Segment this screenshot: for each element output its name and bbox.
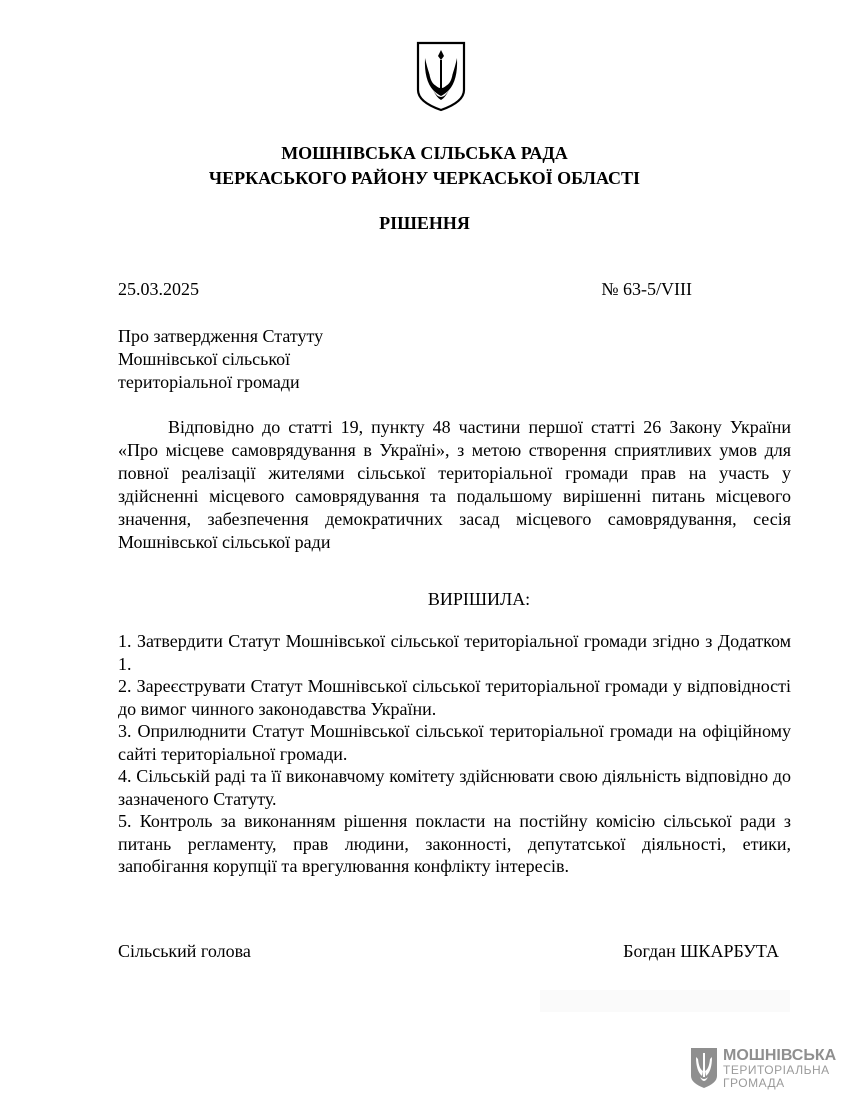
decision-date: 25.03.2025 (118, 279, 199, 299)
community-watermark (690, 1047, 840, 1092)
decision-number: № 63-5/VIII (601, 279, 692, 299)
signature-name: Богдан ШКАРБУТА (623, 941, 779, 961)
decided-heading: ВИРІШИЛА: (427, 589, 531, 609)
watermark-line: МОШНІВСЬКА (723, 1047, 837, 1064)
signature-role: Сільський голова (118, 941, 251, 961)
subject-line: Мошнівської сільської (118, 349, 291, 369)
watermark-text (723, 1047, 836, 1090)
watermark-line: ТЕРИТОРІАЛЬНА (723, 1063, 830, 1077)
decision-items (118, 630, 791, 878)
subject-line: територіальної громади (118, 372, 300, 392)
decision-item: 5. Контроль за виконанням рішення покласти на постійну комісію сільської ради з питань регламенту, прав людини, законності, депутатської діяльності, етики, запобігання корупції та врегулювання конфлікту інтересів. (118, 811, 791, 876)
preamble-paragraph: Відповідно до статті 19, пункту 48 частини першої статті 26 Закону України «Про місцеве самоврядування в Україні», з метою створення сприятливих умов для повної реалізації жителями сільської територіальної громади прав на участь у здійсненні місцевого самоврядування та подальшому вирішенні питань місцевого значення, забезпечення демократичних засад місцевого самоврядування, сесія Мошнівської сільської ради (118, 417, 791, 552)
watermark-line: ГРОМАДА (723, 1076, 785, 1090)
council-name: МОШНІВСЬКА СІЛЬСЬКА РАДА (281, 143, 568, 163)
decision-item: 1. Затвердити Статут Мошнівської сільської територіальної громади згідно з Додатком 1. (118, 631, 791, 674)
decision-item: 3. Оприлюднити Статут Мошнівської сільської територіальної громади на офіційному сайті територіальної громади. (118, 721, 791, 764)
faded-stamp-area (540, 990, 790, 1012)
trident-icon (690, 1047, 718, 1089)
subject-line: Про затвердження Статуту (118, 326, 324, 346)
council-region: ЧЕРКАСЬКОГО РАЙОНУ ЧЕРКАСЬКОЇ ОБЛАСТІ (208, 168, 641, 188)
document-title: РІШЕННЯ (379, 213, 470, 233)
decision-item: 4. Сільській раді та її виконавчому комітету здійснювати свою діяльність відповідно до зазначеного Статуту. (118, 766, 791, 809)
decision-item: 2. Зареєструвати Статут Мошнівської сільської територіальної громади у відповідності до вимог чинного законодавства України. (118, 676, 791, 719)
coat-of-arms-icon (415, 40, 467, 112)
decision-subject (118, 325, 323, 394)
